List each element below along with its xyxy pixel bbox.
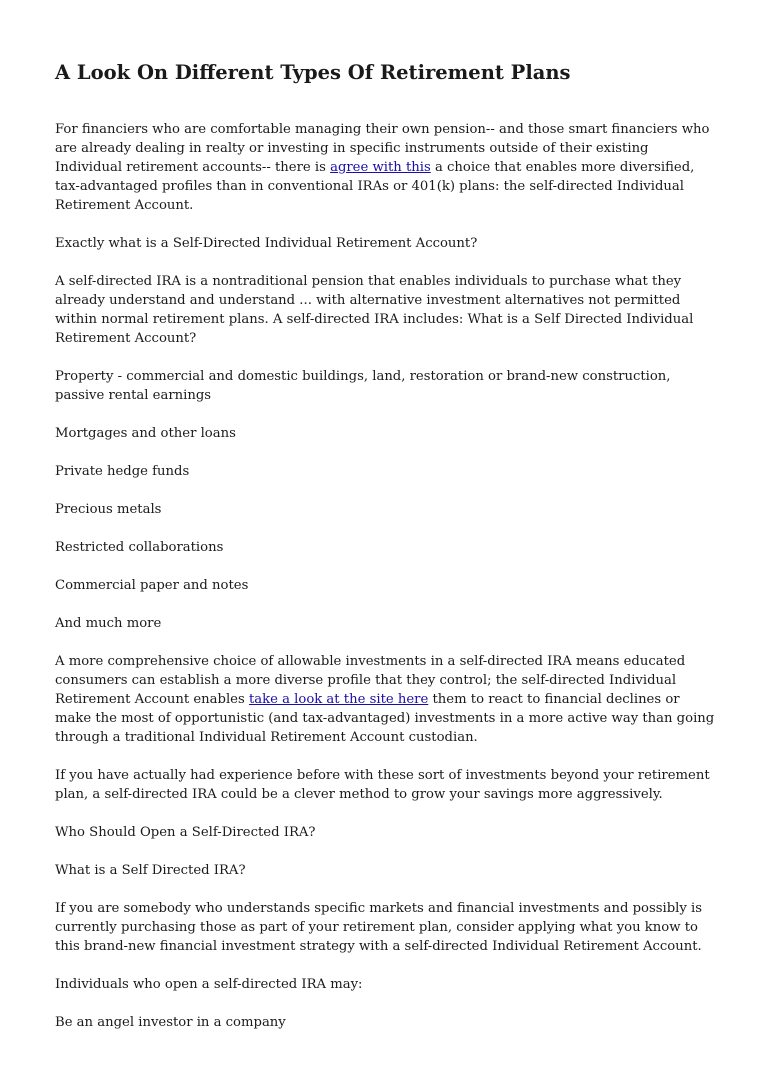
comprehensive-paragraph <box>55 652 715 747</box>
understands-paragraph: If you are somebody who understands specific markets and financial investments and possibly is currently purchasing those as part of your retirement plan, consider applying what you know to this brand-new financial investment strategy with a self-directed Individual Retirement Account. <box>55 901 703 954</box>
individuals-paragraph: Individuals who open a self-directed IRA may: <box>55 977 363 992</box>
comprehensive-text-before: A more comprehensive choice of allowable investments in a self-directed IRA means educated consumers can establish a more diverse profile that they control; the self-directed Individual Retirement Account enables <box>55 654 686 707</box>
definition-paragraph: A self-directed IRA is a nontraditional pension that enables individuals to purchase what they already understand and understand ... with alternative investment alternatives not permitted within normal retirement plans. A self-directed IRA includes: What is a Self Directed Individual Retirement Account? <box>55 274 694 346</box>
list-item-hedge-funds: Private hedge funds <box>55 464 190 479</box>
question-what-is-self-directed: Exactly what is a Self-Directed Individual Retirement Account? <box>55 236 478 251</box>
intro-text-before: For financiers who are comfortable managing their own pension-- and those smart financiers who are already dealing in realty or investing in specific instruments outside of their existing Individual retirement accounts-- there is <box>55 122 710 175</box>
list-item-commercial-paper: Commercial paper and notes <box>55 578 249 593</box>
question-who-should-open: Who Should Open a Self-Directed IRA? <box>55 825 316 840</box>
experience-paragraph: If you have actually had experience before with these sort of investments beyond your retirement plan, a self-directed IRA could be a clever method to grow your savings more aggressively. <box>55 768 710 802</box>
list-item-mortgages: Mortgages and other loans <box>55 426 236 441</box>
list-item-precious-metals: Precious metals <box>55 502 162 517</box>
site-link[interactable]: take a look at the site here <box>248 692 429 707</box>
list-item-property: Property - commercial and domestic buildings, land, restoration or brand-new construction, passive rental earnings <box>55 369 671 403</box>
intro-paragraph <box>55 120 715 215</box>
document-page <box>55 58 715 1051</box>
angel-investor-paragraph: Be an angel investor in a company <box>55 1015 286 1030</box>
page-title: A Look On Different Types Of Retirement Plans <box>55 61 571 84</box>
comprehensive-text-after: them to react to financial declines or make the most of opportunistic (and tax-advantaged) investments in a more active way than going through a traditional Individual Retirement Account custodian. <box>55 692 715 745</box>
intro-text-after: a choice that enables more diversified, tax-advantaged profiles than in conventional IRAs or 401(k) plans: the self-directed Individual Retirement Account. <box>55 160 695 213</box>
list-item-much-more: And much more <box>55 616 162 631</box>
list-item-collaborations: Restricted collaborations <box>55 540 224 555</box>
question-what-is-ira: What is a Self Directed IRA? <box>55 863 246 878</box>
agree-link[interactable]: agree with this <box>330 160 431 175</box>
